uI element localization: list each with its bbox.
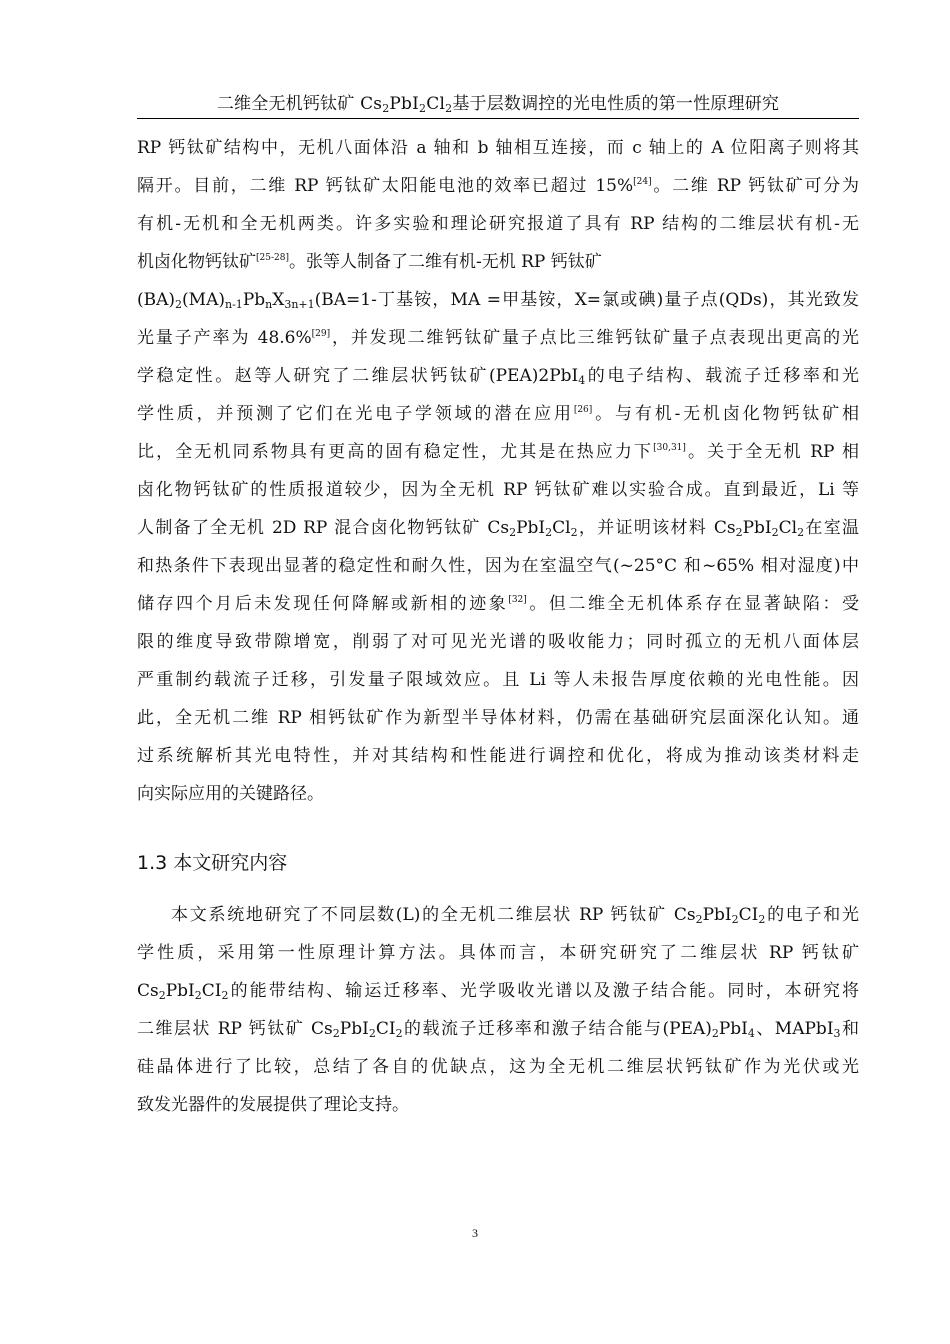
text-line: 比，全无机同系物具有更高的固有稳定性，尤其是在热应力下[30,31]。关于全无机 RP 相: [137, 442, 860, 462]
subscript: 2: [419, 102, 427, 115]
text-line: 光量子产率为 48.6%[29]，并发现二维钙钛矿量子点比三维钙钛矿量子点表现出更高的光: [137, 328, 859, 348]
citation: [29]: [311, 329, 331, 339]
text-line: RP 钙钛矿结构中，无机八面体沿 a 轴和 b 轴相互连接，而 c 轴上的 A 位阳离子则将其: [137, 138, 859, 158]
subscript: 2: [382, 102, 390, 115]
text-line: 向实际应用的关键路径。: [137, 784, 324, 804]
header-text: 基于层数调控的光电性质的第一性原理研究: [452, 94, 780, 114]
text-line: 本文系统地研究了不同层数(L)的全无机二维层状 RP 钙钛矿 $Cs_2PbI_2CI_2$的电子和光: [171, 905, 860, 926]
citation: [32]: [508, 595, 527, 605]
citation: [26]: [573, 405, 593, 415]
running-header: [137, 93, 859, 115]
text-line: 和热条件下表现出显著的稳定性和耐久性，因为在室温空气(~25°C 和~65% 相对湿度)中: [137, 556, 859, 576]
text-line: $(BA)_2(MA)_{n-1}Pb_nX_{3n+1}(BA=1-$丁基铵，MA =甲基铵，X=氯或碘)量子点(QDs)，其光致发: [137, 290, 859, 311]
text-line: 卤化物钙钛矿的性质报道较少，因为全无机 RP 钙钛矿难以实验合成。直到最近，Li 等: [137, 480, 859, 500]
text-line: $Cs_2PbI_2CI_2$的能带结构、输运迁移率、光学吸收光谱以及激子结合能。同时，本研究将: [137, 981, 859, 1002]
text-line: 硅晶体进行了比较，总结了各自的优缺点，这为全无机二维层状钙钛矿作为光伏或光: [137, 1057, 859, 1077]
text-line: 此，全无机二维 RP 相钙钛矿作为新型半导体材料，仍需在基础研究层面深化认知。通: [137, 708, 859, 728]
text-line: 有机-无机和全无机两类。许多实验和理论研究报道了具有 RP 结构的二维层状有机-无: [137, 214, 859, 234]
text-line: 学性质，并预测了它们在光电子学领域的潜在应用[26]。与有机-无机卤化物钙钛矿相: [137, 404, 860, 424]
text-line: 二维层状 RP 钙钛矿 $Cs_2PbI_2CI_2$的载流子迁移率和激子结合能与$(PEA)_2PbI_4$、MAPbI$_3$和: [137, 1019, 859, 1040]
paragraph-2: [137, 896, 859, 1124]
header-rule: [137, 118, 859, 119]
paragraph-1: [137, 129, 859, 813]
text-line: 限的维度导致带隙增宽，削弱了对可见光光谱的吸收能力；同时孤立的无机八面体层: [137, 632, 859, 652]
header-text: 二维全无机钙钛矿 Cs: [216, 94, 383, 114]
page-number: 3: [472, 1226, 478, 1240]
text-line: 致发光器件的发展提供了理论支持。: [137, 1095, 409, 1115]
section-heading: 1.3 本文研究内容: [137, 852, 288, 874]
text-line: 机卤化物钙钛矿[25-28]。张等人制备了二维有机-无机 RP 钙钛矿: [137, 252, 602, 272]
header-text: PbI: [389, 94, 420, 114]
citation: [30,31]: [653, 443, 686, 453]
text-line: 学性质，采用第一性原理计算方法。具体而言，本研究研究了二维层状 RP 钙钛矿: [137, 943, 859, 963]
text-line: 过系统解析其光电特性，并对其结构和性能进行调控和优化，将成为推动该类材料走: [137, 746, 859, 766]
citation: [24]: [633, 177, 652, 187]
text-line: 严重制约载流子迁移，引发量子限域效应。且 Li 等人未报告厚度依赖的光电性能。因: [137, 670, 859, 690]
text-line: 储存四个月后未发现任何降解或新相的迹象[32]。但二维全无机体系存在显著缺陷：受: [137, 594, 860, 614]
text-line: 隔开。目前，二维 RP 钙钛矿太阳能电池的效率已超过 15%[24]。二维 RP 钙钛矿可分为: [137, 176, 860, 196]
subscript: 2: [445, 102, 453, 115]
header-text: Cl: [426, 94, 446, 114]
text-line: 人制备了全无机 2D RP 混合卤化物钙钛矿 $Cs_2PbI_2Cl_2$，并证明该材料 $Cs_2PbI_2Cl_2$在室温: [137, 518, 860, 539]
text-line: 学稳定性。赵等人研究了二维层状钙钛矿(PEA)2PbI$_4$的电子结构、载流子迁移率和光: [137, 366, 859, 387]
citation: [25-28]: [256, 253, 289, 263]
